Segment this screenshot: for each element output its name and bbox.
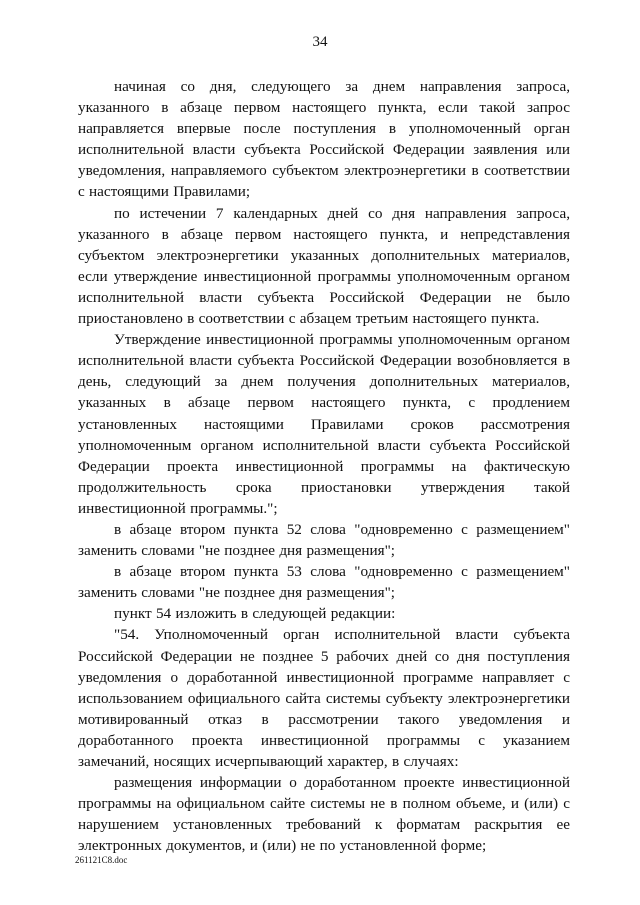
paragraph: пункт 54 изложить в следующей редакции: xyxy=(114,605,396,623)
paragraph: в абзаце втором пункта 52 слова "одновременно с размещением" заменить словами "не позднее дня размещения"; xyxy=(78,520,570,560)
paragraph: "54. Уполномоченный орган исполнительной власти субъекта Российской Федерации не позднее 5 рабочих дней со дня поступления уведомления о доработанной инвестиционной программе направляет с использованием официального сайта системы субъекту электроэнергетики мотивированный отказ в рассмотрении такого уведомления и доработанного проекта инвестиционной программы с указанием замечаний, носящих исчерпывающий характер, в случаях: xyxy=(78,626,570,770)
paragraph: по истечении 7 календарных дней со дня направления запроса, указанного в абзаце первом настоящего пункта, и непредставления субъектом электроэнергетики указанных дополнительных материалов, если утверждение инвестиционной программы уполномоченным органом исполнительной власти субъекта Российской Федерации не было приостановлено в соответствии с абзацем третьим настоящего пункта. xyxy=(78,204,570,328)
document-body xyxy=(78,76,570,856)
footer-file-name: 261121C8.doc xyxy=(75,855,128,865)
paragraph: в абзаце втором пункта 53 слова "одновременно с размещением" заменить словами "не позднее дня размещения"; xyxy=(78,563,570,602)
paragraph: начиная со дня, следующего за днем направления запроса, указанного в абзаце первом настоящего пункта, если такой запрос направляется впервые после поступления в уполномоченный орган исполнительной власти субъекта Российской Федерации заявления или уведомления, направляемого субъектом электроэнергетики в соответствии с настоящими Правилами; xyxy=(78,78,570,201)
paragraph: Утверждение инвестиционной программы уполномоченным органом исполнительной власти субъекта Российской Федерации возобновляется в день, следующий за днем получения дополнительных материалов, указанных в абзаце первом настоящего пункта, с продлением установленных настоящими Правилами сроков рассмотрения уполномоченным органом исполнительной власти субъекта Российской Федерации проекта инвестиционной программы на фактическую продолжительность срока приостановки утверждения такой инвестиционной программы."; xyxy=(78,331,570,517)
paragraph: размещения информации о доработанном проекте инвестиционной программы на официальном сайте системы не в полном объеме, и (или) с нарушением установленных требований к форматам раскрытия ее электронных документов, и (или) не по установленной форме; xyxy=(78,774,570,855)
page-number: 34 xyxy=(312,34,328,50)
